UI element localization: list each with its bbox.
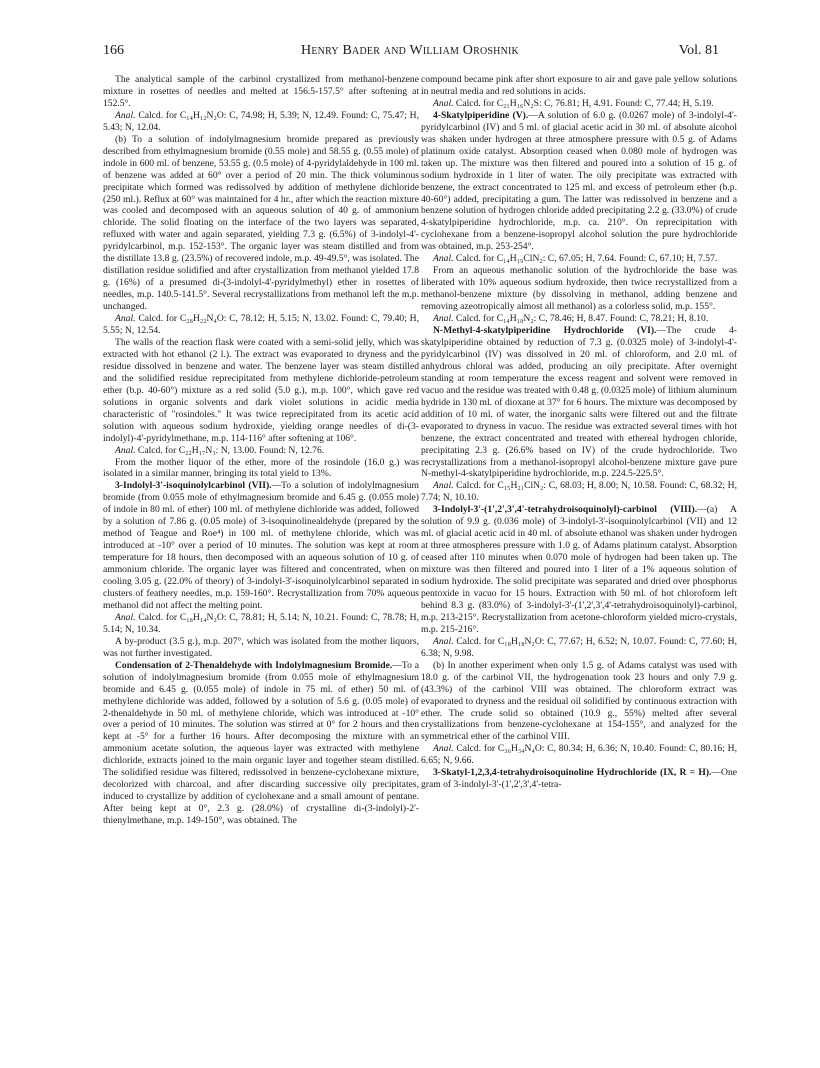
section-heading: Condensation of 2-Thenaldehyde with Indolylmagnesium Bromide.: [115, 659, 393, 671]
right-column: [421, 74, 737, 791]
section-body: —A solution of 6.0 g. (0.0267 mole) of 3-indolyl-4'-pyridylcarbinol (IV) and 5 ml. of glacial acetic acid in 30 ml. of absolute alcohol was shaken under hydrogen at three atmosphere pressure with 0.5 g. of Adams platinum oxide catalyst. Absorption ceased when 0.080 mole of hydrogen was taken up. The mixture was then filtered and poured into a solution of 15 g. of sodium hydroxide in 1 liter of water. The oily precipitate was extracted with benzene, the extract concentrated to 125 ml. and excess of petroleum ether (b.p. 40-60°) added, precipitating a gum. The latter was redissolved in benzene and a benzene solution of hydrogen chloride added precipitating 2.2 g. (33.0%) of crude 4-skatylpiperidine hydrochloride, m.p. ca. 210°. On reprecipitation with cyclohexane from a benzene-isopropyl alcohol solution the pure hydrochloride was obtained, m.p. 253-254°.: [421, 109, 737, 253]
section-body: —One gram of 3-indolyl-3'-(1',2',3',4'-tetra-: [421, 767, 737, 791]
analysis-line: [421, 636, 737, 660]
section-heading: N-Methyl-4-skatylpiperidine Hydrochloride (VI).: [433, 325, 657, 337]
analysis-label: Anal.: [115, 444, 136, 456]
analysis-values: Calcd. for C₁₄H₁₈N₂: C, 78.46; H, 8.47. Found: C, 78.21; H, 8.10.: [453, 313, 709, 325]
section-paragraph: [103, 660, 419, 827]
section-body: —(a) A solution of 9.9 g. (0.036 mole) of 3-indolyl-3'-isoquinolylcarbinol (VII) and 12 ml. of glacial acetic acid in 40 ml. of absolute ethanol was shaken under hydrogen at three atmospheres pressure with 1.0 g. of Adams platinum catalyst. Absorption ceased after 110 minutes when 0.070 mole of hydrogen had been taken up. The mixture was then filtered and poured into 1 liter of a 1% aqueous solution of sodium hydroxide. The solid precipitate was separated and dried over phosphorus pentoxide in vacuo for 15 hours. Extraction with 50 ml. of hot chloroform left behind 8.3 g. (83.0%) of 3-indolyl-3'-(1',2',3',4'-tetrahydroisoquinolyl)-carbinol, m.p. 213-215°. Recrystallization from acetone-chloroform yielded micro-crystals, m.p. 215-216°.: [421, 504, 737, 635]
volume-label: Vol. 81: [678, 43, 719, 58]
section-paragraph: [421, 767, 737, 791]
section-body: —To a solution of indolylmagnesium bromide (from 0.055 mole of ethylmagnesium bromide and 6.45 g. (0.055 mole) of indole in 80 ml. of ether) 100 ml. of methylene dichloride was added, followed by a solution of 7.86 g. (0.05 mole) of 3-isoquinolinealdehyde (prepared by the method of Teague and Roe⁴) in 100 ml. of methylene chloride, which was introduced at -10° over a period of 10 minutes. The solution was kept at room temperature for 18 hours, then decomposed with an aqueous solution of 10 g. of ammonium chloride. The organic layer was filtered and concentrated, when on cooling 3.05 g. (22.0% of theory) of 3-indolyl-3'-isoquinolylcarbinol separated in clusters of feathery needles, m.p. 159-160°. Recrystallization from 70% aqueous methanol did not affect the melting point.: [103, 480, 419, 611]
page-number: 166: [103, 43, 124, 58]
section-heading: 3-Indolyl-3'-isoquinolylcarbinol (VII).: [115, 480, 272, 492]
analysis-label: Anal.: [115, 611, 136, 623]
section-paragraph: [421, 504, 737, 635]
paragraph: The walls of the reaction flask were coated with a semi-solid jelly, which was extracted with hot ethanol (2 l.). The extract was evaporated to dryness and the residue dissolved in benzene and water. The benzene layer was steam distilled and the solidified residue reprecipitated from methylene dichloride-petroleum ether (b.p. 40-60°) mixture as a red solid (5.0 g.), m.p. 100°, which gave red solutions in organic solvents and dark violet solutions in acidic media characteristic of "rosindoles." It was twice reprecipitated from its acetic acid solution with aqueous sodium hydroxide, yielding orange needles of di-(3-indolyl)-4'-pyridylmethane, m.p. 114-116° after softening at 106°.: [103, 336, 419, 444]
section-heading: 4-Skatylpiperidine (V).: [433, 109, 529, 121]
paragraph: (b) To a solution of indolylmagnesium bromide prepared as previously described from ethylmagnesium bromide (0.55 mole) and 58.55 g. (0.55 mole) of indole in 600 ml. of benzene, 53.55 g. (0.5 mole) of 4-pyridylaldehyde in 100 ml. of benzene was added at 60° over a period of 20 min. The thick voluminous precipitate which formed was redissolved by addition of methylene dichloride (250 ml.). Reflux at 60° was maintained for 4 hr., after which the reaction mixture was cooled and decomposed with an aqueous solution of 40 g. of ammonium chloride. The solid floating on the interface of the two layers was separated, refluxed with water and again separated, yielding 7.3 g. (6.5%) of 3-indolyl-4'-pyridylcarbinol, m.p. 152-153°. The organic layer was steam distilled and from the distillate 13.8 g. (23.5%) of recovered indole, m.p. 49-49.5°, was isolated. The distillation residue solidified and after crystallization from methanol yielded 17.8 g. (16%) of a presumed di-(3-indolyl-4'-pyridylmethyl) ether in rosettes of needles, m.p. 140.5-141.5°. Several recrystallizations from methanol left the m.p. unchanged.: [103, 133, 419, 313]
running-title: Henry Bader and William Oroshnik: [301, 43, 519, 58]
paragraph: The analytical sample of the carbinol crystallized from methanol-benzene mixture in rosettes of needles and melted at 156.5-157.5° after softening at 152.5°.: [103, 74, 419, 109]
analysis-line: [421, 313, 737, 325]
analysis-line: [103, 445, 419, 457]
analysis-line: [421, 480, 737, 504]
section-body: —To a solution of indolylmagnesium bromide (from 0.055 mole of ethylmagnesium bromide and 6.45 g. (0.055 mole) of indole in 75 ml. of ether) 50 ml. of methylene dichloride was added, followed by a solution of 5.6 g. (0.05 mole) of 2-thenaldehyde in 50 ml. of methylene chloride, which was introduced at -10° over a period of 10 minutes. The solution was stirred at 0° for 2 hours and then kept at -5° for a further 16 hours. After decomposing the mixture with an ammonium acetate solution, the aqueous layer was extracted with methylene dichloride, extracts joined to the main organic layer and together steam distilled. The solidified residue was filtered, redissolved in benzene-cyclohexane mixture, decolorized with charcoal, and after discarding successive oily precipitates, induced to crystallize by addition of cyclohexane and a small amount of pentane. After being kept at 0°, 2.3 g. (28.0%) of crystalline di-(3-indolyl)-2'-thienylmethane, m.p. 149-150°, was obtained. The: [103, 659, 419, 827]
analysis-values: Calcd. for C₂₈H₂₂N₄O: C, 78.12; H, 5.15; N, 13.02. Found: C, 79.40; H, 5.55; N, 12.54.: [103, 313, 419, 337]
analysis-values: Calcd. for C₁₈H₁₈N₂O: C, 77.67; H, 6.52; N, 10.07. Found: C, 77.60; H, 6.38; N, 9.98.: [421, 635, 737, 659]
analysis-line: [421, 743, 737, 767]
analysis-values: Calcd. for C₁₄H₁₂N₂O: C, 74.98; H, 5.39; N, 12.49. Found: C, 75.47; H, 5.43; N, 12.04.: [103, 109, 419, 133]
analysis-values: Calcd. for C₁₄H₁₉ClN₂: C, 67.05; H, 7.64. Found: C, 67.10; H, 7.57.: [453, 253, 718, 265]
analysis-label: Anal.: [115, 313, 136, 325]
paragraph: From an aqueous methanolic solution of the hydrochloride the base was liberated with 10% aqueous sodium hydroxide, then twice recrystallized from a methanol-benzene mixture (by dissolving in methanol, adding benzene and removing azeotropically almost all methanol) as a colorless solid, m.p. 155°.: [421, 265, 737, 313]
left-column: [103, 74, 419, 827]
analysis-label: Anal.: [433, 97, 454, 109]
analysis-values: Calcd. for C₁₅H₂₁ClN₂: C, 68.03; H, 8.00; N, 10.58. Found: C, 68.32; H, 7.74; N, 10.10.: [421, 480, 737, 504]
analysis-label: Anal.: [115, 109, 136, 121]
analysis-values: Calcd. for C₂₂H₁₇N₃: N, 13.00. Found: N, 12.76.: [135, 444, 325, 456]
paragraph: A by-product (3.5 g.), m.p. 207°, which was isolated from the mother liquors, was not further investigated.: [103, 635, 419, 659]
paragraph: From the mother liquor of the ether, more of the rosindole (16.0 g.) was isolated in a similar manner, bringing its total yield to 13%.: [103, 456, 419, 480]
analysis-label: Anal.: [433, 313, 454, 325]
section-heading: 3-Indolyl-3'-(1',2',3',4'-tetrahydroisoquinolyl)-carbinol (VIII).: [433, 504, 698, 516]
section-body: —The crude 4-skatylpiperidine obtained by reduction of 7.3 g. (0.0325 mole) of 3-indolyl-4'-pyridylcarbinol (IV) was dissolved in 20 ml. of chloroform, and 2.0 ml. of anhydrous chloral was added, producing an oily precipitate. After overnight standing at room temperature the excess reagent and solvent were removed in vacuo and the residue was treated with 0.48 g. (0.0325 mole) of lithium aluminum hydride in 130 ml. of dioxane at 37° for 6 hours. The mixture was decomposed by addition of 10 ml. of water, the inorganic salts were filtered out and the filtrate evaporated to dryness in vacuo. The residue was extracted several times with hot benzene, the extract concentrated and treated with ethereal hydrogen chloride, precipitating 2.3 g. (26.6% based on IV) of the crude hydrochloride. Two recrystallizations from a methanol-isopropyl alcohol-benzene mixture gave pure N-methyl-4-skatylpiperidine hydrochloride, m.p. 224.5-225.5°.: [421, 325, 737, 480]
analysis-line: [421, 253, 737, 265]
analysis-values: Calcd. for C₃₆H₃₄N₄O: C, 80.34; H, 6.36; N, 10.40. Found: C, 80.16; H, 6.65; N, 9.66.: [421, 743, 737, 767]
analysis-line: [103, 612, 419, 636]
section-heading: 3-Skatyl-1,2,3,4-tetrahydroisoquinoline Hydrochloride (IX, R = H).: [433, 767, 712, 779]
analysis-label: Anal.: [433, 743, 454, 755]
section-paragraph: [421, 110, 737, 253]
continued-paragraph: compound became pink after short exposure to air and gave pale yellow solutions in neutral media and red solutions in acids.: [421, 74, 737, 97]
section-paragraph: [421, 325, 737, 480]
paragraph: (b) In another experiment when only 1.5 g. of Adams catalyst was used with 18.0 g. of the carbinol VII, the hydrogenation took 23 hours and only 7.9 g. (43.3%) of the carbinol VIII was obtained. The chloroform extract was evaporated to dryness and the residual oil solidified by continuous extraction with ether. The crude solid so obtained (10.9 g., 55%) melted after several crystallizations from benzene-cyclohexane at 154-155°, and analyzed for the symmetrical ether of the carbinol VIII.: [421, 659, 737, 743]
analysis-label: Anal.: [433, 635, 454, 647]
analysis-line: [103, 110, 419, 134]
analysis-label: Anal.: [433, 253, 454, 265]
analysis-values: Calcd. for C₂₁H₁₆N₂S: C, 76.81; H, 4.91. Found: C, 77.44; H, 5.19.: [453, 97, 714, 109]
analysis-label: Anal.: [433, 480, 454, 492]
analysis-line: [103, 313, 419, 337]
section-paragraph: [103, 480, 419, 611]
analysis-line: [421, 98, 737, 110]
analysis-values: Calcd. for C₁₈H₁₄N₂O: C, 78.81; H, 5.14; N, 10.21. Found: C, 78.78; H, 5.14; N, 10.34.: [103, 611, 419, 635]
